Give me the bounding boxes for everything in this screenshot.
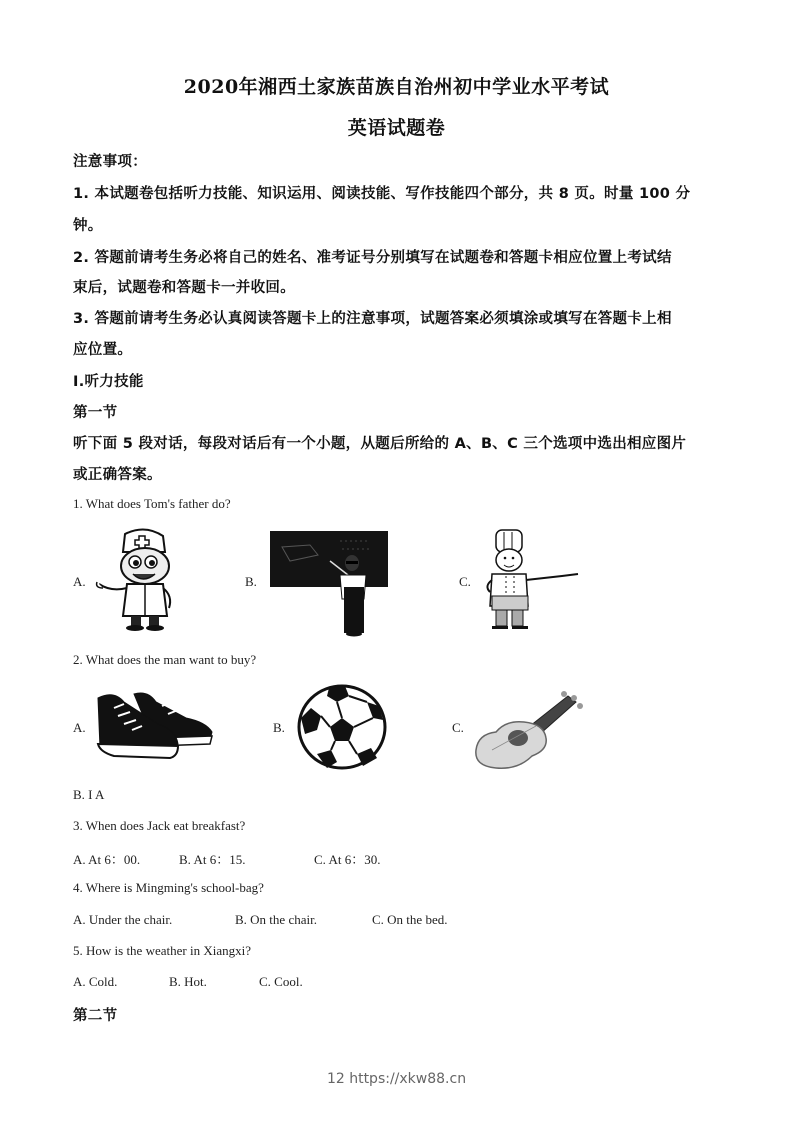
exam-title: 2020年湘西土家族苗族自治州初中学业水平考试 bbox=[183, 76, 610, 98]
q4-option-b: B. On the chair. bbox=[235, 912, 317, 927]
q2-option-a-label: A. bbox=[73, 720, 86, 735]
q3-option-a: A. At 6：00. bbox=[73, 852, 141, 867]
q3-option-c: C. At 6：30. bbox=[314, 852, 381, 867]
section-1-part-1: 第一节 bbox=[73, 405, 118, 421]
section-1-instruction-line-2: 或正确答案。 bbox=[73, 467, 162, 483]
note-3-line-1: 3. 答题前请考生务必认真阅读答题卡上的注意事项，试题答案必须填涂或填写在答题卡上相 bbox=[73, 311, 672, 327]
question-1: 1. What does Tom's father do? bbox=[73, 496, 231, 511]
notes-heading: 注意事项： bbox=[73, 154, 147, 170]
question-3: 3. When does Jack eat breakfast? bbox=[73, 818, 246, 833]
teacher-blackboard-image bbox=[270, 531, 388, 637]
sneakers-image bbox=[94, 688, 214, 764]
section-1-instruction-line-1: 听下面 5 段对话，每段对话后有一个小题，从题后所给的 A、B、C 三个选项中选出相应图片 bbox=[73, 436, 687, 452]
page-footer-link[interactable]: 12 https://xkw88.cn bbox=[326, 1071, 467, 1087]
section-1-heading: I.听力技能 bbox=[73, 374, 144, 390]
q4-option-c: C. On the bed. bbox=[372, 912, 448, 927]
note-2-line-1: 2. 答题前请考生务必将自己的姓名、准考证号分别填写在试题卷和答题卡相应位置上考试结 bbox=[73, 250, 672, 266]
soccer-ball-image bbox=[297, 684, 387, 770]
q1-option-b-label: B. bbox=[245, 574, 257, 589]
q2-option-b-label: B. bbox=[273, 720, 285, 735]
q5-option-a: A. Cold. bbox=[73, 974, 118, 989]
note-1-line-1: 1. 本试题卷包括听力技能、知识运用、阅读技能、写作技能四个部分，共 8 页。时量 100 分 bbox=[73, 186, 691, 202]
exam-subtitle: 英语试题卷 bbox=[347, 117, 446, 139]
question-4: 4. Where is Mingming's school-bag? bbox=[73, 880, 264, 895]
doctor-cartoon-image bbox=[93, 526, 188, 632]
section-1-part-2: 第二节 bbox=[73, 1008, 118, 1024]
q2-option-c-label: C. bbox=[452, 720, 464, 735]
note-1-line-2: 钟。 bbox=[73, 218, 103, 234]
note-3-line-2: 应位置。 bbox=[73, 342, 133, 358]
q4-option-a: A. Under the chair. bbox=[73, 912, 173, 927]
guitar-image bbox=[472, 690, 584, 772]
question-2-answer-note: B. I A bbox=[73, 787, 105, 802]
q5-option-b: B. Hot. bbox=[169, 974, 207, 989]
q3-option-b: B. At 6：15. bbox=[179, 852, 246, 867]
note-2-line-2: 束后，试题卷和答题卡一并收回。 bbox=[73, 280, 295, 296]
question-2: 2. What does the man want to buy? bbox=[73, 652, 257, 667]
q1-option-c-label: C. bbox=[459, 574, 471, 589]
q1-option-a-label: A. bbox=[73, 574, 86, 589]
q5-option-c: C. Cool. bbox=[259, 974, 303, 989]
chef-cartoon-image bbox=[482, 526, 587, 632]
question-5: 5. How is the weather in Xiangxi? bbox=[73, 943, 251, 958]
